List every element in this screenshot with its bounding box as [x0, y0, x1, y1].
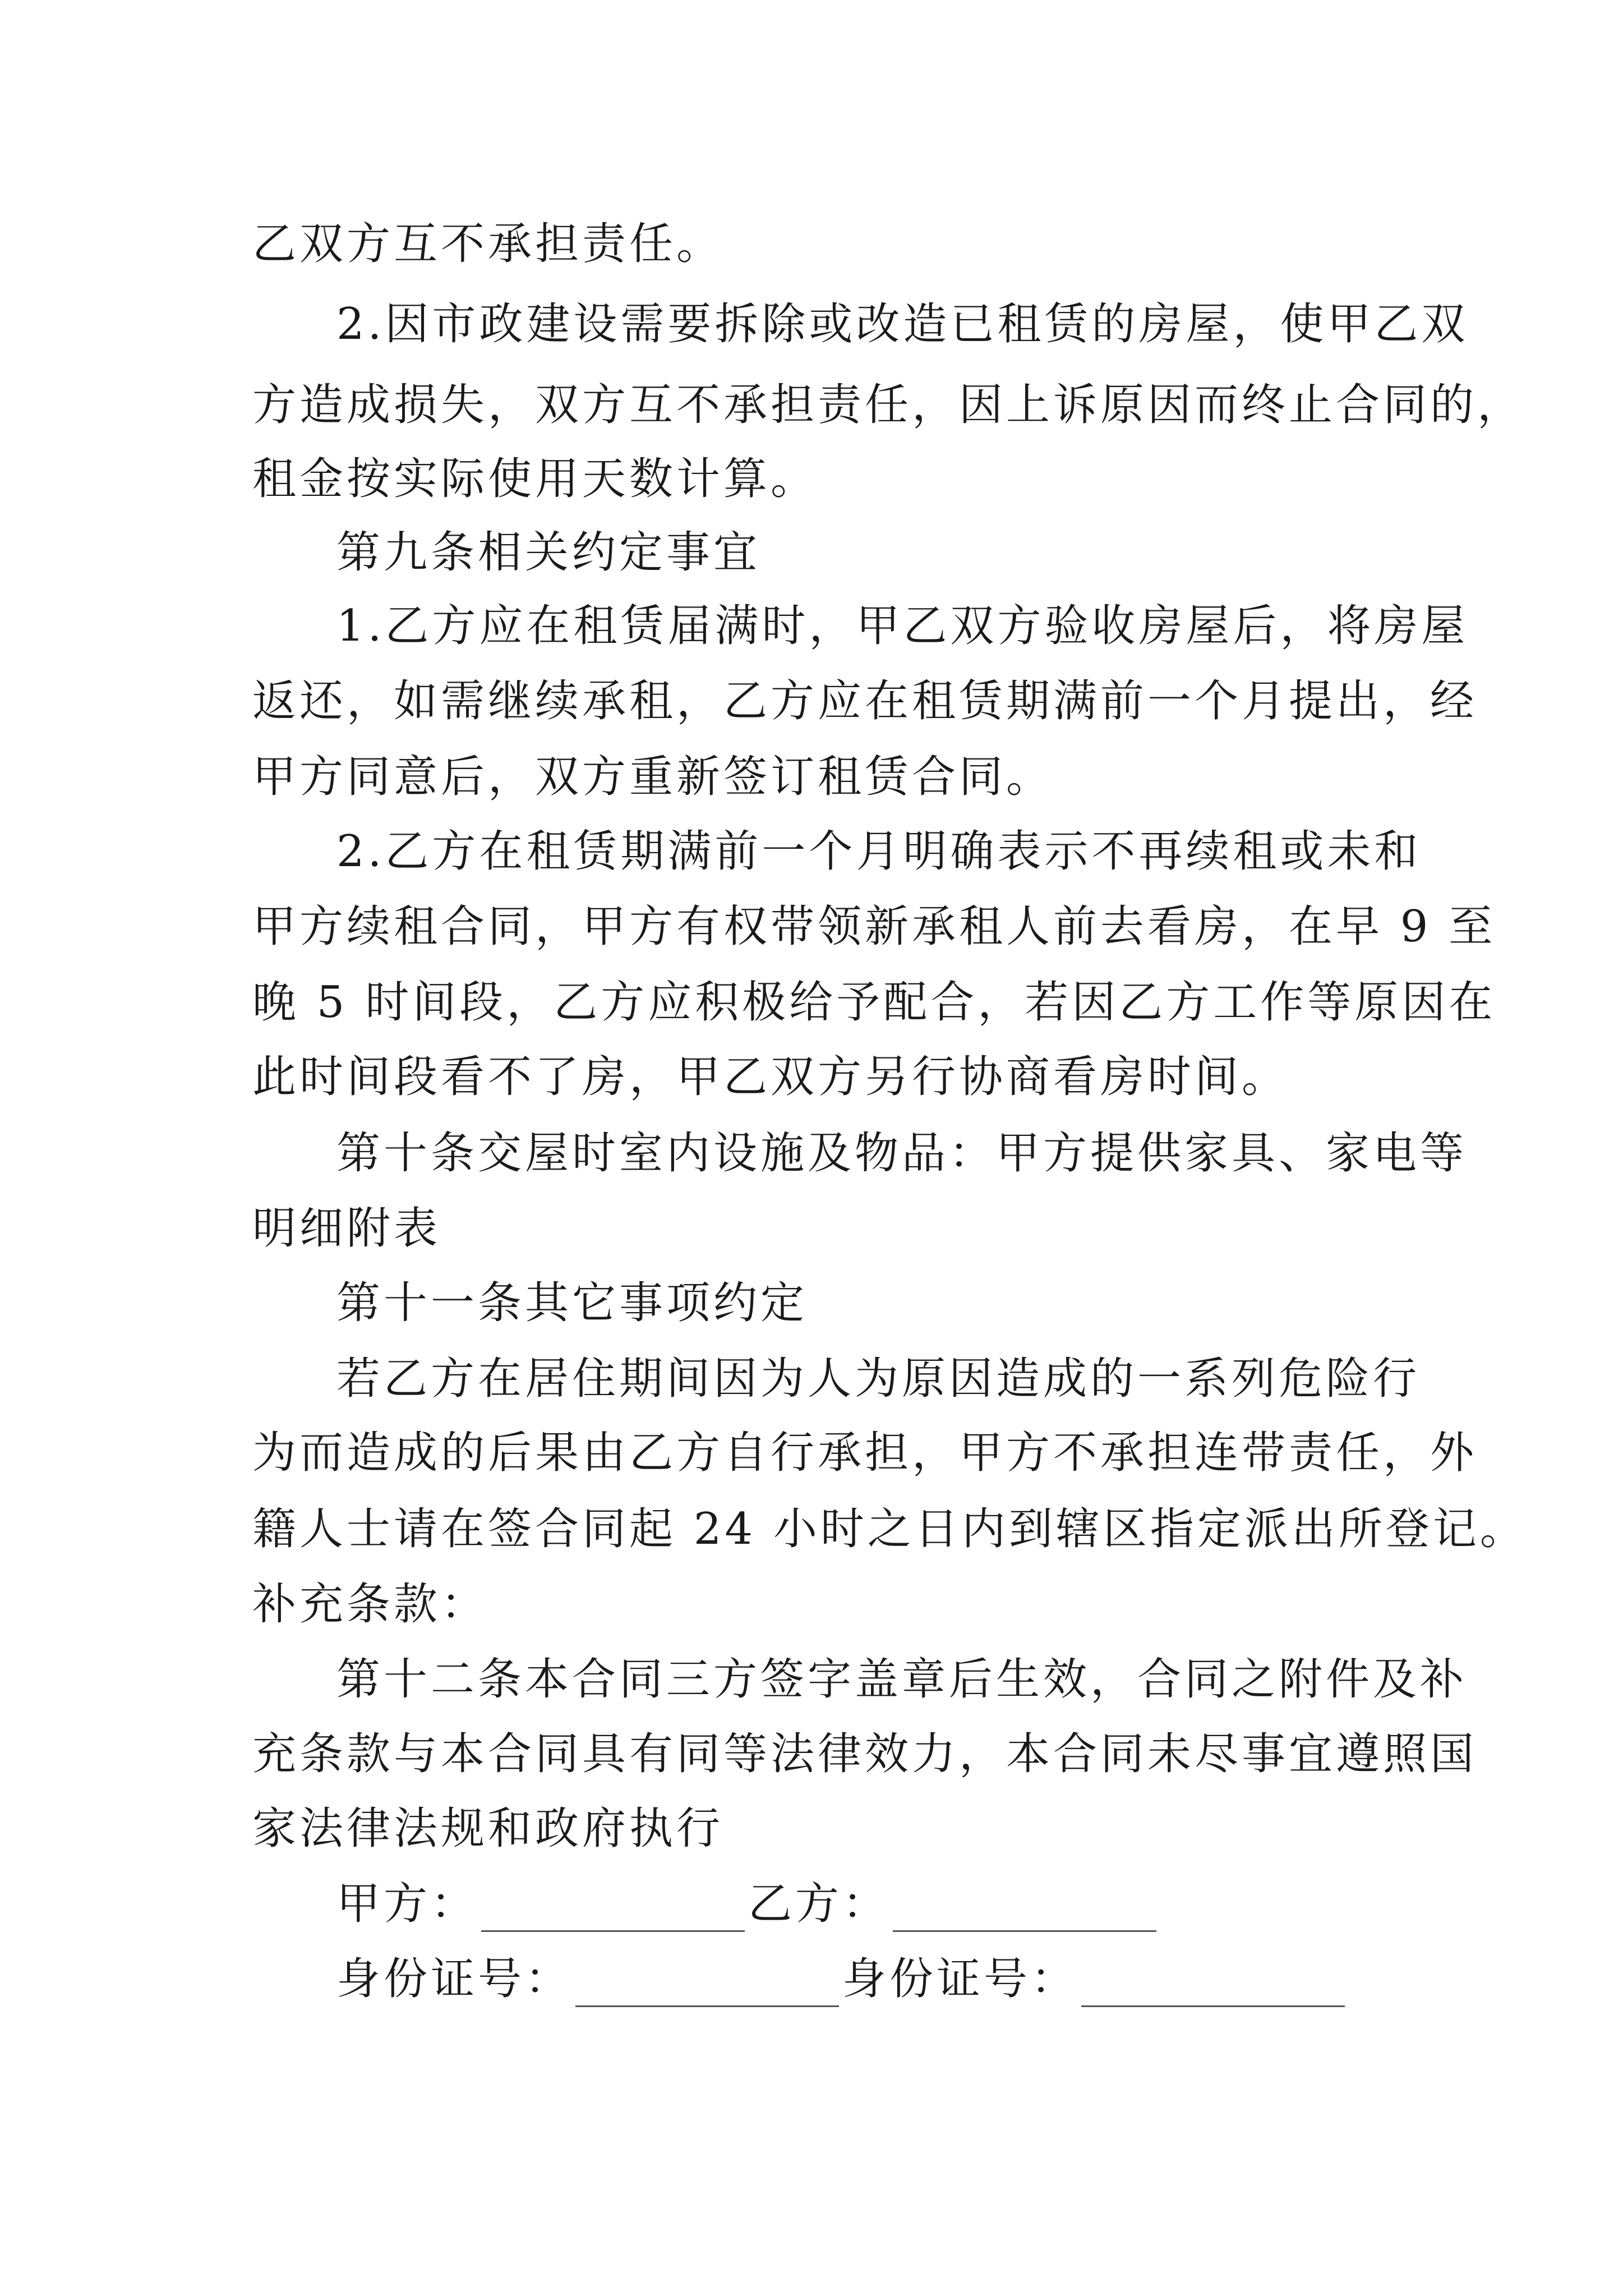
signature-row-ids — [336, 1951, 1348, 2007]
text-line: 晚 5 时间段，乙方应积极给予配合，若因乙方工作等原因在 — [252, 977, 1496, 1028]
text-line: 家法律法规和政府执行 — [252, 1803, 724, 1854]
text-line: 籍人士请在签合同起 24 小时之日内到辖区指定派出所登记。 — [252, 1504, 1527, 1554]
signature-row-parties — [336, 1876, 1160, 1932]
id-b-blank[interactable] — [1081, 1966, 1345, 2007]
section-heading: 第十条交屋时室内设施及物品：甲方提供家具、家电等 — [336, 1128, 1468, 1179]
id-a-label: 身份证号： — [336, 1954, 573, 2004]
text-line: 补充条款： — [252, 1579, 488, 1630]
text-line: 甲方续租合同，甲方有权带领新承租人前去看房，在早 9 至 — [252, 901, 1496, 952]
text-line: 2.因市政建设需要拆除或改造已租赁的房屋，使甲乙双 — [336, 299, 1469, 349]
text-line: 方造成损失，双方互不承担责任，因上诉原因而终止合同的， — [252, 380, 1525, 430]
section-heading: 第十一条其它事项约定 — [336, 1278, 808, 1328]
text-line: 租金按实际使用天数计算。 — [252, 454, 818, 504]
text-line: 此时间段看不了房，甲乙双方另行协商看房时间。 — [252, 1052, 1289, 1102]
party-b-signature-blank[interactable] — [893, 1891, 1156, 1932]
text-line: 2.乙方在租赁期满前一个月明确表示不再续租或未和 — [336, 826, 1422, 877]
text-line: 明细附表 — [252, 1203, 441, 1254]
text-line: 返还，如需继续承租，乙方应在租赁期满前一个月提出，经 — [252, 676, 1478, 726]
text-line: 充条款与本合同具有同等法律效力，本合同未尽事宜遵照国 — [252, 1729, 1478, 1779]
party-a-label: 甲方： — [336, 1879, 478, 1929]
text-line: 1.乙方应在租赁届满时，甲乙双方验收房屋后，将房屋 — [336, 601, 1469, 651]
section-heading: 第九条相关约定事宜 — [336, 527, 761, 578]
party-b-label: 乙方： — [748, 1879, 890, 1929]
section-heading: 第十二条本合同三方签字盖章后生效，合同之附件及补 — [336, 1654, 1468, 1705]
id-b-label: 身份证号： — [842, 1954, 1078, 2004]
text-line: 为而造成的后果由乙方自行承担，甲方不承担连带责任，外 — [252, 1428, 1478, 1478]
party-a-signature-blank[interactable] — [481, 1891, 745, 1932]
text-line: 若乙方在居住期间因为人为原因造成的一系列危险行 — [336, 1354, 1421, 1404]
text-line: 甲方同意后，双方重新签订租赁合同。 — [252, 752, 1054, 802]
id-a-blank[interactable] — [575, 1966, 839, 2007]
text-line: 乙双方互不承担责任。 — [252, 219, 724, 269]
